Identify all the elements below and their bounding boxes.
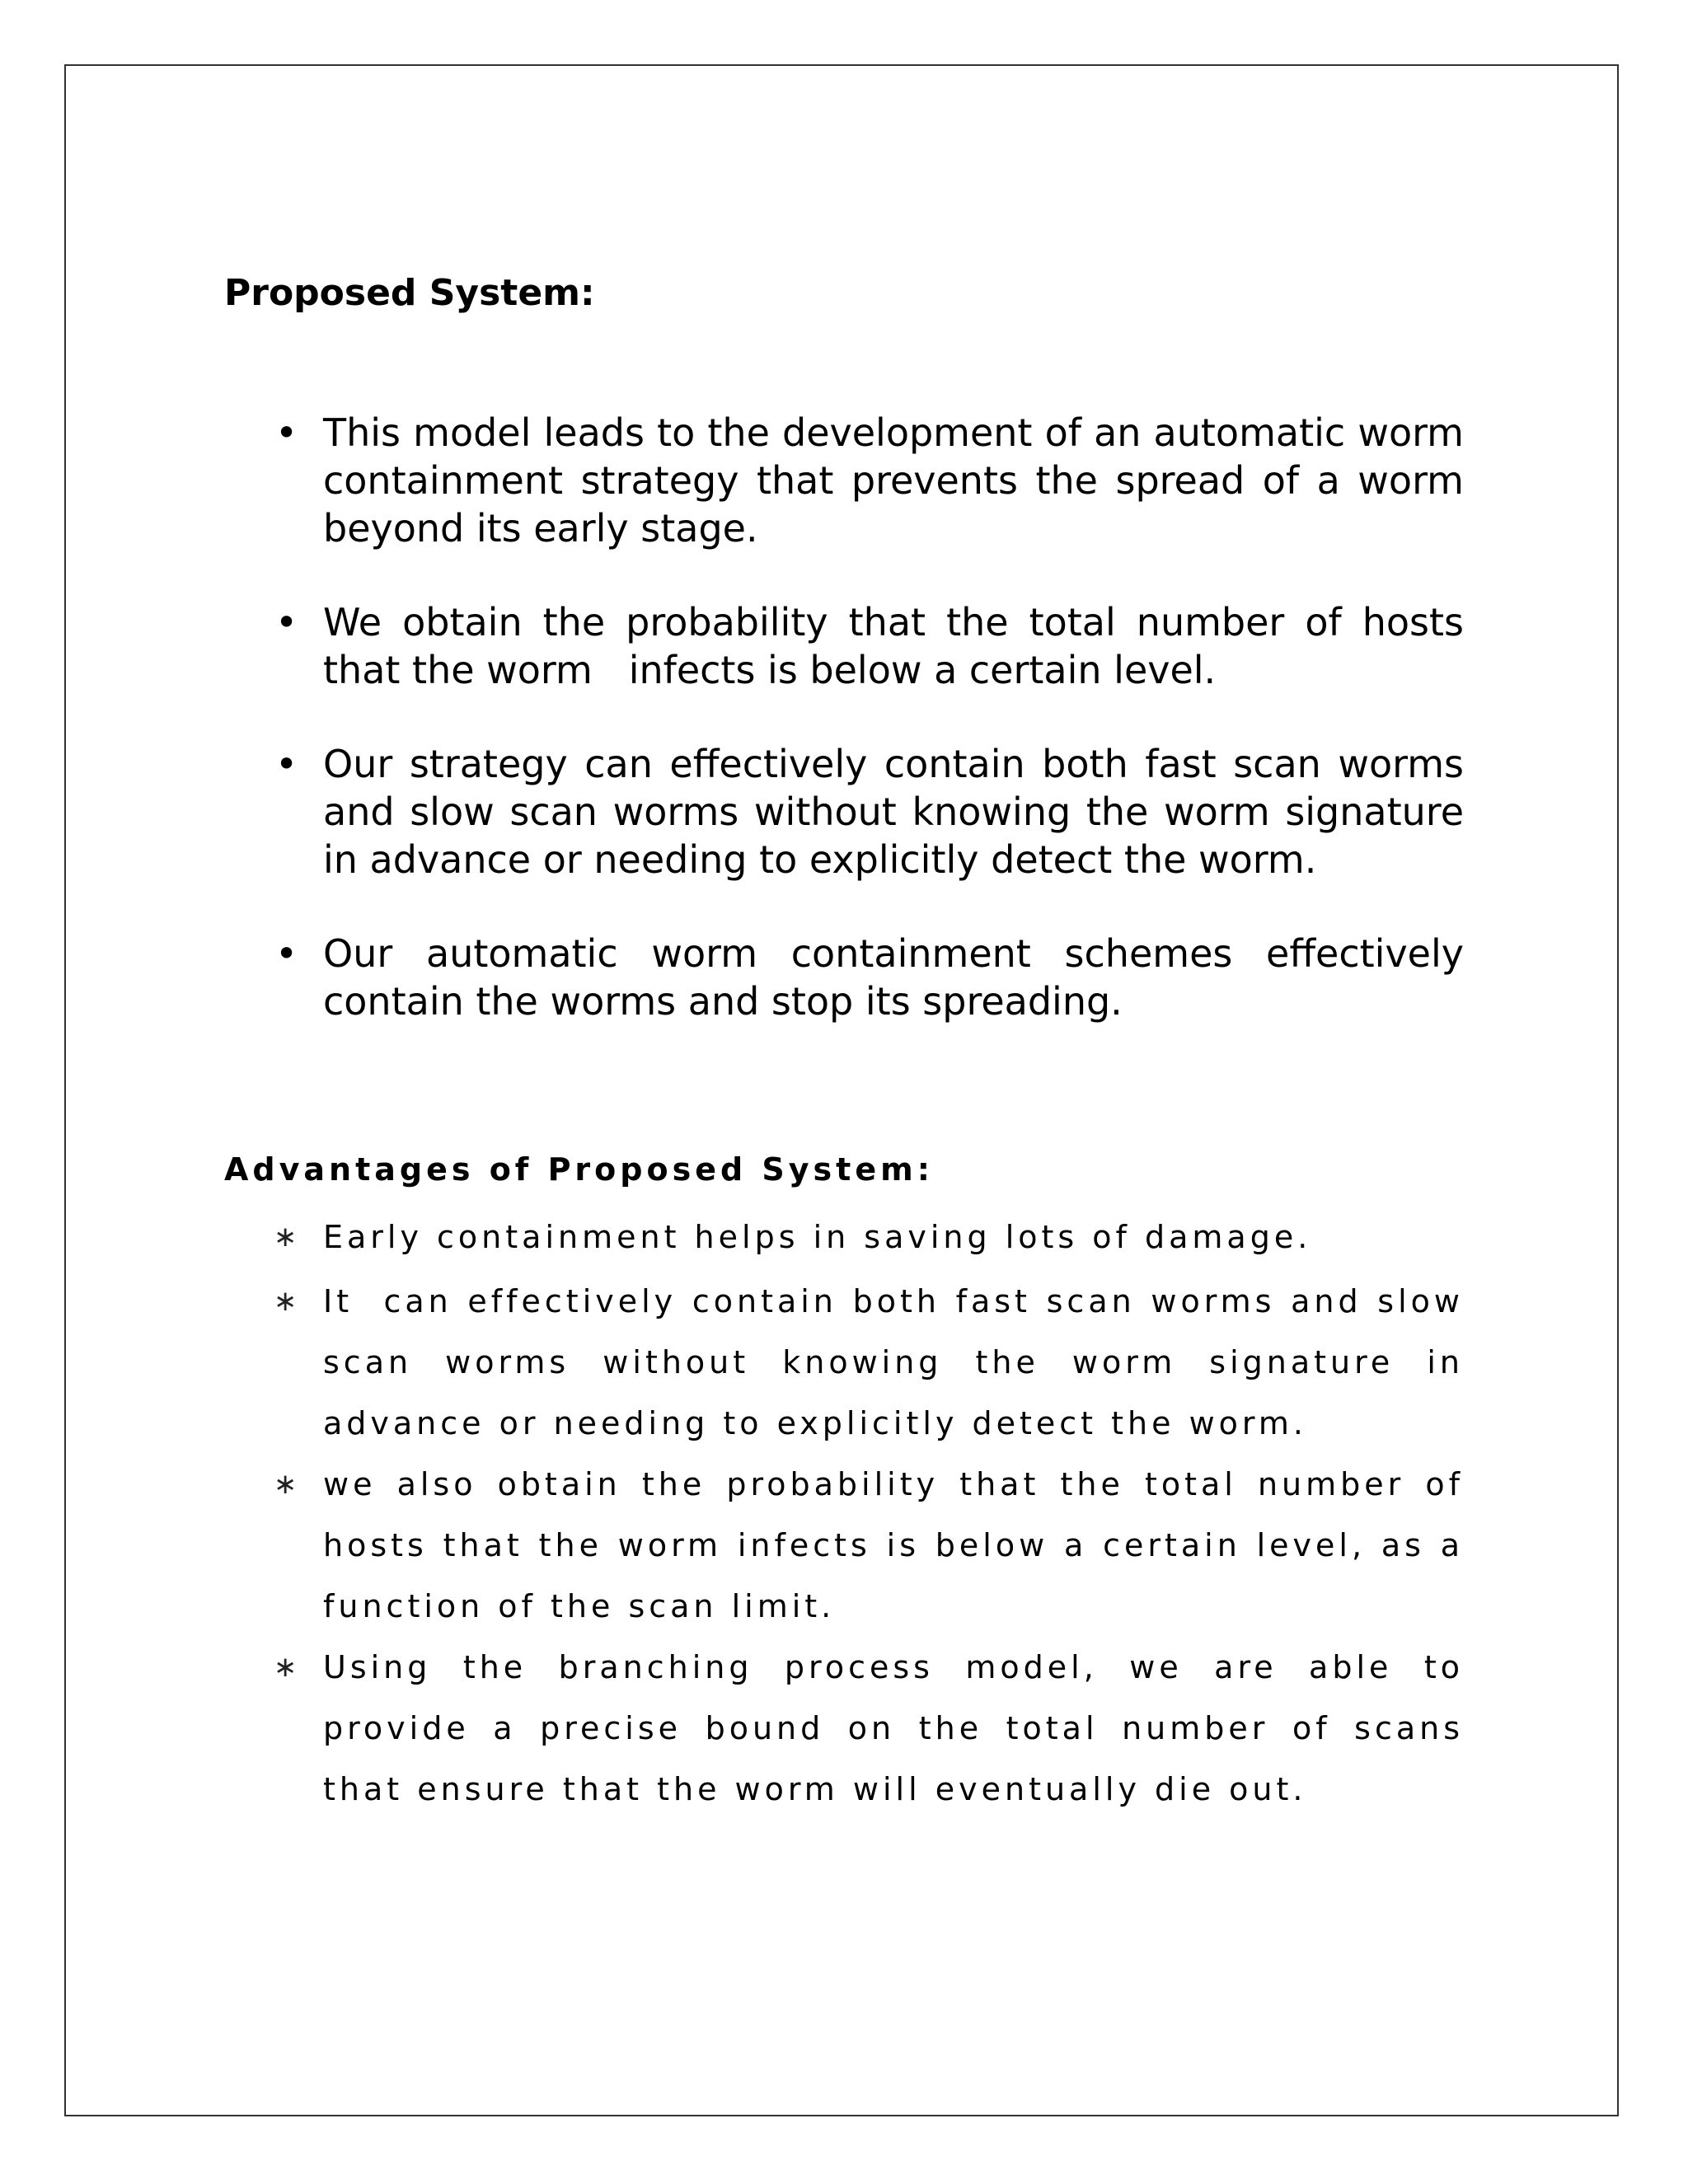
advantage-item: [224, 1454, 1464, 1637]
advantages-heading: Advantages of Proposed System:: [224, 1151, 934, 1188]
asterisk-icon: ∗: [274, 1285, 298, 1318]
bullet-text: Our automatic worm containment schemes effectively contain the worms and stop its spreading.: [323, 931, 1464, 1024]
bullet-item: [224, 740, 1464, 883]
advantage-item: [224, 1207, 1464, 1268]
bullet-item: [224, 930, 1464, 1025]
bullet-icon: •: [275, 410, 298, 455]
advantage-text: Using the branching process model, we are able to provide a precise bound on the total number of scans that ensure that the worm will eventually die out.: [323, 1649, 1464, 1807]
bullet-text: Our strategy can effectively contain both fast scan worms and slow scan worms without knowing the worm signature in advance or needing to explicitly detect the worm.: [323, 742, 1464, 882]
bullet-icon: •: [275, 600, 298, 644]
proposed-system-bullet-list: [224, 409, 1476, 1071]
advantage-item: [224, 1637, 1464, 1820]
bullet-text: This model leads to the development of an automatic worm containment strategy that prevents the spread of a worm beyond its early stage.: [323, 410, 1464, 551]
asterisk-icon: ∗: [274, 1468, 298, 1501]
bullet-icon: •: [275, 742, 298, 786]
advantage-item: [224, 1271, 1479, 1454]
bullet-text: We obtain the probability that the total number of hosts that the worm infects is below a certain level.: [323, 600, 1476, 692]
bullet-item: [224, 598, 1476, 694]
advantage-text: Early containment helps in saving lots of damage.: [323, 1219, 1312, 1255]
bullet-icon: •: [275, 931, 298, 976]
bullet-item: [224, 409, 1464, 552]
asterisk-icon: ∗: [274, 1651, 298, 1684]
advantages-list: [224, 1207, 1479, 1820]
advantage-text: we also obtain the probability that the total number of hosts that the worm infects is below a certain level, as a function of the scan limit.: [323, 1466, 1464, 1624]
asterisk-icon: ∗: [274, 1221, 298, 1254]
advantage-text: It can effectively contain both fast scan worms and slow scan worms without knowing the worm signature in advance or needing to explicitly detect the worm.: [323, 1283, 1479, 1441]
section-heading: Proposed System:: [224, 272, 595, 314]
